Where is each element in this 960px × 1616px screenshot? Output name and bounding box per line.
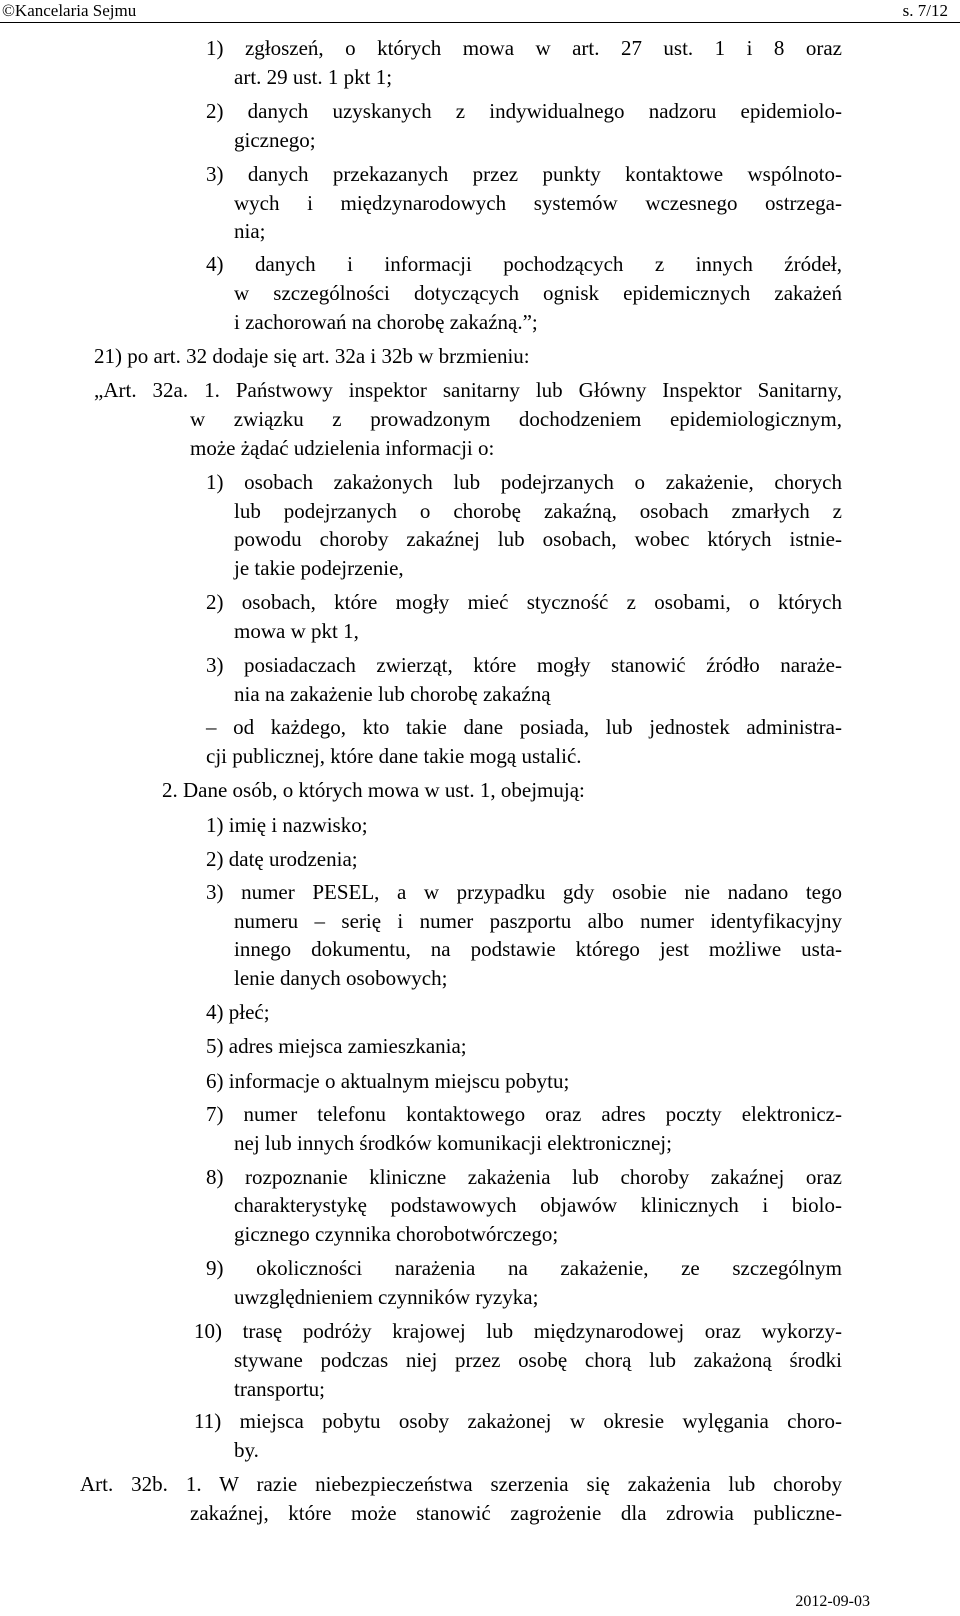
text-line: może żądać udzielenia informacji o:: [190, 436, 495, 460]
text-line: w związku z prowadzonym dochodzeniem epidemiologicznym,: [190, 407, 842, 431]
text-line: nia;: [234, 219, 266, 243]
page-number: s. 7/12: [902, 1, 948, 20]
text-line: 4) płeć;: [206, 1000, 270, 1024]
text-line: 5) adres miejsca zamieszkania;: [206, 1034, 467, 1058]
text-line: cji publicznej, które dane takie mogą ustalić.: [206, 744, 582, 768]
text-line: – od każdego, kto takie dane posiada, lub jednostek administra-: [206, 715, 842, 739]
text-line: 4) danych i informacji pochodzących z innych źródeł,: [206, 252, 842, 276]
text-line: 11) miejsca pobytu osoby zakażonej w okresie wylęgania choro-: [194, 1409, 842, 1433]
text-line: 3) posiadaczach zwierząt, które mogły stanowić źródło naraże-: [206, 653, 842, 677]
document-date: 2012-09-03: [795, 1593, 870, 1610]
text-line: 1) zgłoszeń, o których mowa w art. 27 ust. 1 i 8 oraz: [206, 36, 842, 60]
text-line: nej lub innych środków komunikacji elektronicznej;: [234, 1131, 672, 1155]
text-line: charakterystykę podstawowych objawów klinicznych i biolo-: [234, 1193, 842, 1217]
text-line: 2) danych uzyskanych z indywidualnego nadzoru epidemiolo-: [206, 99, 842, 123]
text-line: Art. 32b. 1. W razie niebezpieczeństwa szerzenia się zakażenia lub choroby: [80, 1472, 842, 1496]
text-line: mowa w pkt 1,: [234, 619, 359, 643]
text-line: i zachorowań na chorobę zakaźną.”;: [234, 310, 538, 334]
header-divider: [0, 22, 960, 23]
text-line: 3) numer PESEL, a w przypadku gdy osobie nie nadano tego: [206, 880, 842, 904]
text-line: numeru – serię i numer paszportu albo numer identyfikacyjny: [234, 909, 842, 933]
text-line: 8) rozpoznanie kliniczne zakażenia lub choroby zakaźnej oraz: [206, 1165, 842, 1189]
text-line: 21) po art. 32 dodaje się art. 32a i 32b w brzmieniu:: [94, 344, 530, 368]
text-line: uwzględnieniem czynników ryzyka;: [234, 1285, 539, 1309]
text-line: 7) numer telefonu kontaktowego oraz adres poczty elektronicz-: [206, 1102, 842, 1126]
text-line: 1) imię i nazwisko;: [206, 813, 368, 837]
text-line: gicznego;: [234, 128, 316, 152]
text-line: 2. Dane osób, o których mowa w ust. 1, obejmują:: [162, 778, 585, 802]
text-line: innego dokumentu, na podstawie którego jest możliwe usta-: [234, 937, 842, 961]
text-line: 2) osobach, które mogły mieć styczność z osobami, o których: [206, 590, 842, 614]
text-line: gicznego czynnika chorobotwórczego;: [234, 1222, 559, 1246]
text-line: 3) danych przekazanych przez punkty kontaktowe wspólnoto-: [206, 162, 842, 186]
text-line: stywane podczas niej przez osobę chorą lub zakażoną środki: [234, 1348, 842, 1372]
text-line: lenie danych osobowych;: [234, 966, 448, 990]
text-line: wych i międzynarodowych systemów wczesnego ostrzega-: [234, 191, 842, 215]
text-line: 9) okoliczności narażenia na zakażenie, ze szczególnym: [206, 1256, 842, 1280]
text-line: w szczególności dotyczących ognisk epidemicznych zakażeń: [234, 281, 842, 305]
text-line: 1) osobach zakażonych lub podejrzanych o zakażenie, chorych: [206, 470, 842, 494]
text-line: „Art. 32a. 1. Państwowy inspektor sanitarny lub Główny Inspektor Sanitarny,: [94, 378, 842, 402]
copyright-label: ©Kancelaria Sejmu: [2, 1, 137, 20]
text-line: zakaźnej, które może stanowić zagrożenie dla zdrowia publiczne-: [190, 1501, 842, 1525]
page-header: [0, 0, 960, 22]
text-line: je takie podejrzenie,: [234, 556, 404, 580]
text-line: 2) datę urodzenia;: [206, 847, 358, 871]
text-line: by.: [234, 1438, 259, 1462]
text-line: art. 29 ust. 1 pkt 1;: [234, 65, 393, 89]
text-line: transportu;: [234, 1377, 325, 1401]
text-line: nia na zakażenie lub chorobę zakaźną: [234, 682, 551, 706]
text-line: 6) informacje o aktualnym miejscu pobytu;: [206, 1069, 570, 1093]
text-line: lub podejrzanych o chorobę zakaźną, osobach zmarłych z: [234, 499, 842, 523]
text-line: powodu choroby zakaźnej lub osobach, wobec których istnie-: [234, 527, 842, 551]
text-line: 10) trasę podróży krajowej lub międzynarodowej oraz wykorzy-: [194, 1319, 842, 1343]
